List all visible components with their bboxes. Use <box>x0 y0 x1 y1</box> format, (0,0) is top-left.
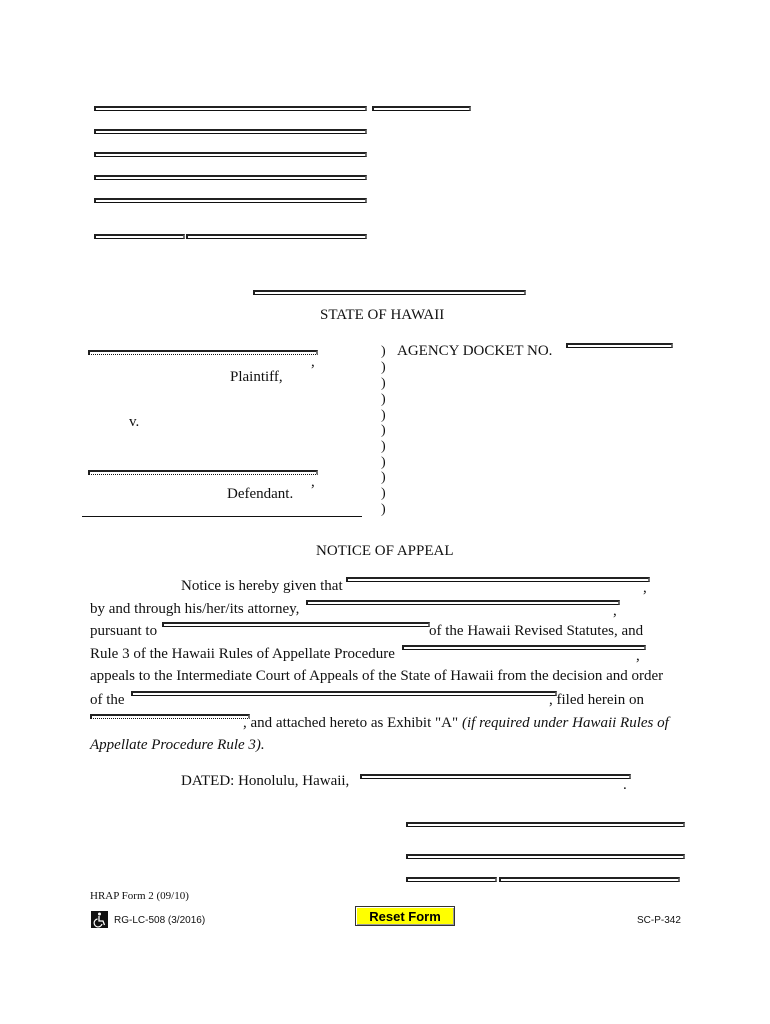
plaintiff-name-field[interactable] <box>88 350 318 355</box>
caption-paren: ) <box>381 423 386 438</box>
defendant-comma: , <box>311 474 315 490</box>
caption-paren: ) <box>381 486 386 501</box>
document-title: NOTICE OF APPEAL <box>316 543 454 559</box>
notice-intro: Notice is hereby given that <box>181 578 343 594</box>
appellate-rule-field[interactable] <box>402 645 646 650</box>
caption-paren: ) <box>381 376 386 391</box>
line1-comma: , <box>643 580 647 596</box>
agency-docket-label: AGENCY DOCKET NO. <box>397 343 553 359</box>
appellant-name-field[interactable] <box>346 577 650 582</box>
state-heading: STATE OF HAWAII <box>320 307 445 323</box>
hrs-label: of the Hawaii Revised Statutes, and <box>429 623 644 639</box>
decision-source-field[interactable] <box>131 691 557 696</box>
form-id: HRAP Form 2 (09/10) <box>90 890 189 902</box>
caption-paren: ) <box>381 470 386 485</box>
sc-code: SC-P-342 <box>637 915 681 926</box>
rule3-label: Rule 3 of the Hawaii Rules of Appellate Procedure <box>90 646 395 662</box>
caption-paren: ) <box>381 502 386 517</box>
defendant-label: Defendant. <box>227 486 294 502</box>
caption-paren: ) <box>381 360 386 375</box>
line2-comma: , <box>613 603 617 619</box>
agency-name-field[interactable] <box>253 290 526 295</box>
dated-field[interactable] <box>360 774 631 779</box>
attorney-address-line-1[interactable] <box>94 129 367 134</box>
attorney-address-line-2[interactable] <box>94 152 367 157</box>
attorney-phone-field[interactable] <box>94 234 185 239</box>
attorney-bar-number-field[interactable] <box>372 106 471 111</box>
signer-role-field[interactable] <box>499 877 680 882</box>
filing-date-field[interactable] <box>90 714 250 719</box>
filed-herein-label: , filed herein on <box>549 692 644 708</box>
exhibit-note: (if required under Hawaii Rules of <box>462 715 669 731</box>
attorney-name-field[interactable] <box>94 106 367 111</box>
exhibit-note-cont: Appellate Procedure Rule 3). <box>90 737 265 753</box>
caption-paren: ) <box>381 344 386 359</box>
plaintiff-comma: , <box>311 354 315 370</box>
reset-form-button[interactable]: Reset Form <box>355 906 455 926</box>
appellant-attorney-field[interactable] <box>306 600 620 605</box>
versus-label: v. <box>129 414 140 430</box>
of-the-label: of the <box>90 692 125 708</box>
dated-label: DATED: Honolulu, Hawaii, <box>181 773 350 789</box>
rg-code: RG-LC-508 (3/2016) <box>114 915 206 926</box>
attorney-address-line-3[interactable] <box>94 175 367 180</box>
statute-section-field[interactable] <box>162 622 430 627</box>
appeals-text: appeals to the Intermediate Court of Appeals of the State of Hawaii from the decision and order <box>90 668 664 684</box>
signer-name-field[interactable] <box>406 854 685 859</box>
caption-paren: ) <box>381 392 386 407</box>
exhibit-text: , and attached hereto as Exhibit "A" <box>243 715 459 731</box>
agency-docket-number-field[interactable] <box>566 343 673 348</box>
caption-bottom-rule <box>82 516 362 517</box>
caption-paren: ) <box>381 439 386 454</box>
plaintiff-label: Plaintiff, <box>230 369 283 385</box>
wheelchair-icon <box>91 911 108 928</box>
pursuant-label: pursuant to <box>90 623 158 639</box>
signature-field[interactable] <box>406 822 685 827</box>
attorney-email-field[interactable] <box>186 234 367 239</box>
defendant-name-field[interactable] <box>88 470 318 475</box>
attorney-address-line-4[interactable] <box>94 198 367 203</box>
signer-bar-number-field[interactable] <box>406 877 497 882</box>
dated-period: . <box>623 777 627 793</box>
caption-paren: ) <box>381 455 386 470</box>
line4-comma: , <box>636 648 640 664</box>
caption-paren: ) <box>381 408 386 423</box>
attorney-intro: by and through his/her/its attorney, <box>90 601 300 617</box>
